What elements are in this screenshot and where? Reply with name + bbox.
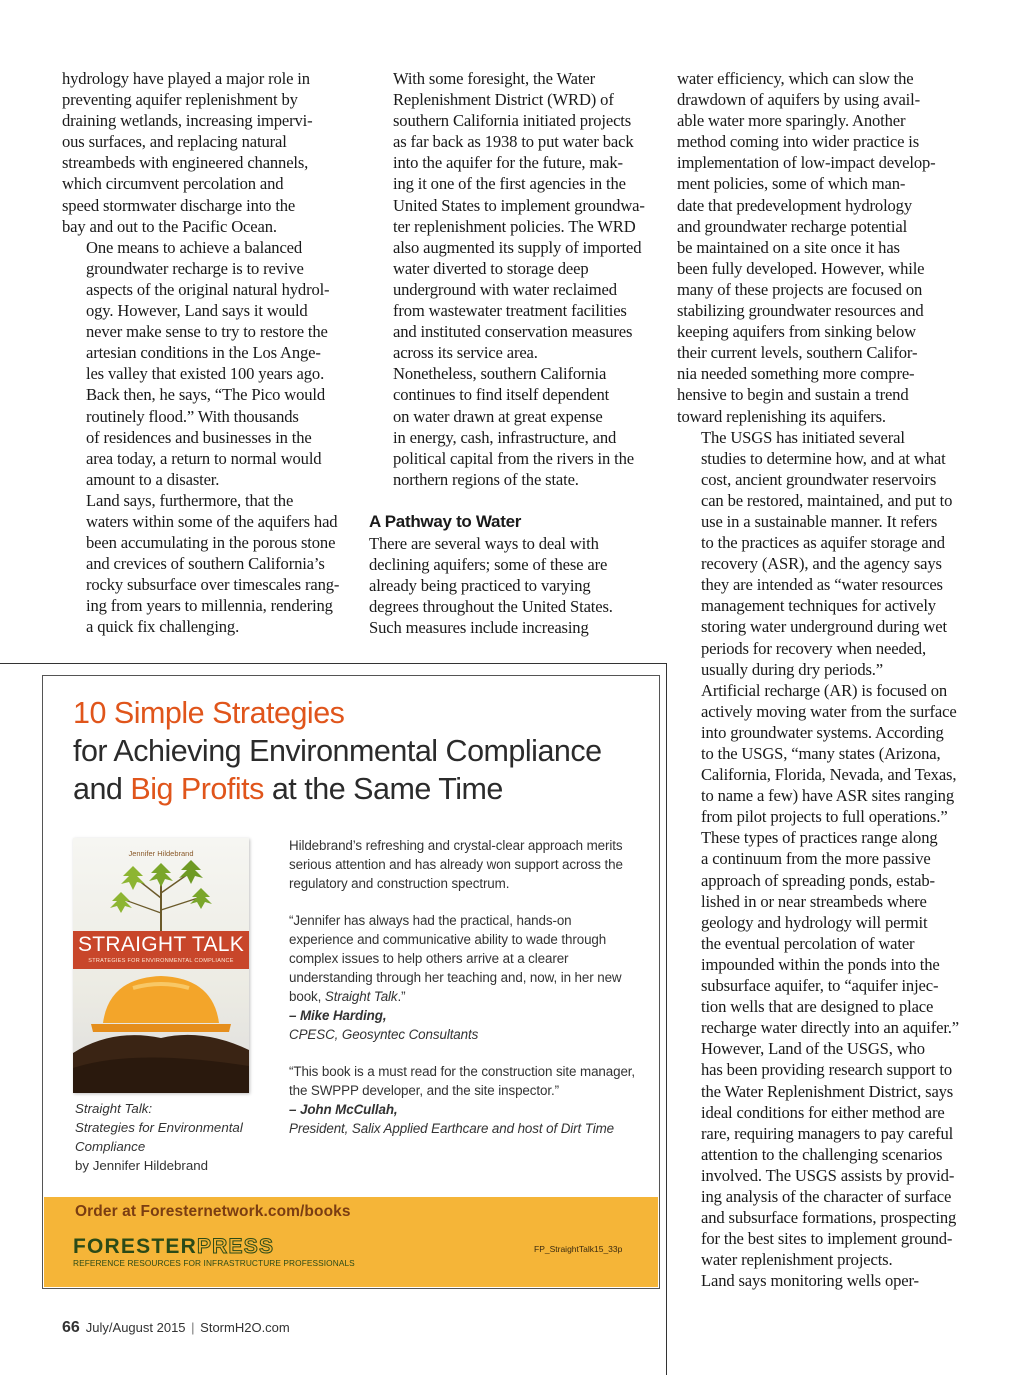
text-line: stabilizing groundwater resources and [677, 301, 924, 321]
text-line: the eventual percolation of water [701, 933, 915, 953]
testimonial-2-name: – John McCullah, [289, 1102, 398, 1117]
book-caption-title-line: Straight Talk: [75, 1101, 153, 1116]
text-line: There are several ways to deal with [369, 533, 599, 553]
text-line: area today, a return to normal would [86, 448, 322, 468]
text-line: can be restored, maintained, and put to [701, 490, 953, 510]
text-line: been fully developed. However, while [677, 258, 925, 278]
book-cover-image [73, 838, 249, 1093]
ad-headline-line-3: and Big Profits at the Same Time [73, 772, 503, 806]
text-line: rare, requiring managers to pay careful [701, 1123, 954, 1143]
text-line: declining aquifers; some of these are [369, 554, 608, 574]
book-cover-subtitle: STRATEGIES FOR ENVIRONMENTAL COMPLIANCE [88, 958, 234, 964]
text-line: amount to a disaster. [86, 469, 220, 489]
text-line: already being practiced to varying [369, 576, 591, 596]
text-line: as far back as 1938 to put water back [393, 132, 634, 152]
ad-divider-vertical [666, 663, 667, 1375]
footer-separator: | [191, 1320, 195, 1335]
text-line: ideal conditions for either method are [701, 1102, 945, 1122]
page-footer [62, 1319, 290, 1337]
issue-date: July/August 2015 [85, 1320, 186, 1335]
text-line: With some foresight, the Water [393, 69, 595, 88]
book-caption-title-line: Strategies for Environmental [75, 1120, 243, 1135]
text-line: subsurface aquifer, to “aquifer injec- [701, 976, 939, 996]
text-line: water replenishment projects. [701, 1250, 893, 1270]
book-caption-title-line: Compliance [75, 1139, 146, 1154]
text-line: date that predevelopment hydrology [677, 195, 912, 215]
text-line: The USGS has initiated several [701, 427, 905, 447]
text-line: continues to find itself dependent [393, 385, 610, 405]
text-line: Replenishment District (WRD) of [393, 90, 614, 110]
text-line: and subsurface formations, prospecting [701, 1208, 957, 1228]
text-line: underground with water reclaimed [393, 279, 617, 299]
text-line: never make sense to try to restore the [86, 322, 328, 342]
text-line: also augmented its supply of imported [393, 237, 642, 257]
text-line: ous surfaces, and replacing natural [62, 132, 287, 152]
article-paragraph [677, 1038, 967, 1270]
text-line: impounded within the ponds into the [701, 954, 940, 974]
text-line: into the aquifer for the future, mak- [393, 153, 623, 173]
text-line: However, Land of the USGS, who [701, 1039, 925, 1059]
book-caption-author: by Jennifer Hildebrand [75, 1158, 209, 1173]
text-line: recovery (ASR), and the agency says [701, 554, 942, 574]
text-line: hensive to begin and sustain a trend [677, 385, 909, 405]
testimonial-2-affiliation: President, Salix Applied Earthcare and host of Dirt Time [289, 1121, 614, 1136]
text-line: they are intended as “water resources [701, 575, 943, 595]
text-line: United States to implement groundwa- [393, 195, 645, 215]
article-paragraph [369, 533, 654, 638]
site-link[interactable]: StormH2O.com [200, 1320, 290, 1335]
forester-press-logo: FORESTERPRESS [73, 1235, 275, 1258]
article-column-3 [677, 68, 967, 1291]
text-line: their current levels, southern Califor- [677, 343, 918, 363]
text-line: northern regions of the state. [393, 469, 579, 489]
text-line: a continuum from the more passive [701, 849, 931, 869]
ad-code: FP_StraightTalk15_33p [534, 1244, 623, 1254]
section-heading: A Pathway to Water [369, 511, 522, 531]
text-line: and crevices of southern California’s [86, 554, 325, 574]
article-paragraph [677, 427, 967, 680]
text-line: One means to achieve a balanced [86, 237, 303, 257]
ad-divider-horizontal [0, 663, 667, 664]
text-line: streambeds with engineered channels, [62, 153, 309, 173]
book-advertisement[interactable] [42, 675, 660, 1289]
text-line: which circumvent percolation and [62, 174, 284, 194]
text-line: water efficiency, which can slow the [677, 69, 914, 88]
text-line: ment policies, some of which man- [677, 174, 906, 194]
text-line: aspects of the original natural hydrol- [86, 279, 330, 299]
testimonial-1-name: – Mike Harding, [289, 1008, 387, 1023]
text-line: preventing aquifer replenishment by [62, 90, 298, 110]
article-paragraph [677, 680, 967, 1039]
text-line: actively moving water from the surface [701, 701, 957, 721]
text-line: been accumulating in the porous stone [86, 533, 336, 553]
text-line: has been providing research support to [701, 1060, 952, 1080]
text-line: Artificial recharge (AR) is focused on [701, 680, 948, 700]
text-line: keeping aquifers from sinking below [677, 322, 916, 342]
text-line: California, Florida, Nevada, and Texas, [701, 765, 957, 785]
text-line: for the best sites to implement ground- [701, 1229, 953, 1249]
text-line: to name a few) have ASR sites ranging [701, 786, 954, 806]
text-line: to the USGS, “many states (Arizona, [701, 744, 941, 763]
text-line: draining wetlands, increasing impervi- [62, 111, 313, 131]
ad-blurb-intro: Hildebrand’s refreshing and crystal-clear approach merits serious attention and has already won support across the regulatory and construction spectrum. [289, 838, 623, 891]
text-line: into groundwater systems. According [701, 722, 944, 742]
article-paragraph [62, 68, 352, 237]
forester-press-tagline: REFERENCE RESOURCES FOR INFRASTRUCTURE PROFESSIONALS [73, 1258, 355, 1268]
text-line: use in a sustainable manner. It refers [701, 511, 938, 531]
article-column-2 [369, 68, 654, 638]
text-line: southern California initiated projects [393, 111, 632, 131]
text-line: usually during dry periods.” [701, 659, 883, 679]
text-line: involved. The USGS assists by provid- [701, 1165, 955, 1185]
article-paragraph [369, 363, 654, 490]
text-line: nia needed something more compre- [677, 364, 915, 384]
book-cover-title: STRAIGHT TALK [77, 933, 245, 956]
text-line: artesian conditions in the Los Ange- [86, 343, 321, 363]
text-line: and instituted conservation measures [393, 322, 633, 342]
text-line: attention to the challenging scenarios [701, 1144, 943, 1164]
text-line: drawdown of aquifers by using avail- [677, 90, 920, 110]
text-line: across its service area. [393, 343, 538, 363]
text-line: waters within some of the aquifers had [86, 511, 338, 531]
text-line: from wastewater treatment facilities [393, 301, 627, 321]
text-line: in energy, cash, infrastructure, and [393, 427, 617, 447]
text-line: able water more sparingly. Another [677, 111, 906, 131]
text-line: be maintained on a site once it has [677, 237, 900, 257]
text-line: of residences and businesses in the [86, 427, 312, 447]
text-line: hydrology have played a major role in [62, 69, 310, 88]
text-line: to the practices as aquifer storage and [701, 533, 945, 553]
text-line: Nonetheless, southern California [393, 364, 607, 384]
text-line: les valley that existed 100 years ago. [86, 364, 325, 384]
text-line: approach of spreading ponds, estab- [701, 870, 935, 890]
testimonial-1: “Jennifer has always had the practical, hands-on experience and communicative ability to wade through complex issues to help others arrive at a clearer understanding through her teaching and, now, in her new book, Straight Talk.” – Mike Harding, CPESC, Geosyntec Consultants [289, 911, 639, 1044]
text-line: from pilot projects to full operations.” [701, 807, 948, 827]
testimonial-2: “This book is a must read for the construction site manager, the SWPPP developer, and the site inspector.” – John McCullah, President, Salix Applied Earthcare and host of Dirt Time [289, 1062, 639, 1138]
ad-headline-line-2: for Achieving Environmental Compliance [73, 734, 602, 768]
text-line: ter replenishment policies. The WRD [393, 216, 636, 236]
text-line: ogy. However, Land says it would [86, 301, 308, 321]
article-paragraph [62, 490, 352, 638]
article-paragraph [677, 1270, 967, 1291]
text-line: geology and hydrology will permit [701, 912, 928, 932]
text-line: storing water underground during wet [701, 617, 947, 637]
text-line: rocky subsurface over timescales rang- [86, 575, 340, 595]
text-line: cost, ancient groundwater reservoirs [701, 469, 937, 489]
book-cover-author: Jennifer Hildebrand [128, 849, 194, 858]
article-paragraph [62, 237, 352, 490]
text-line: and groundwater recharge potential [677, 216, 908, 236]
text-line: ing analysis of the character of surface [701, 1186, 952, 1206]
text-line: recharge water directly into an aquifer.” [701, 1018, 959, 1038]
text-line: water diverted to storage deep [393, 258, 589, 278]
article-column-1 [62, 68, 352, 638]
text-line: a quick fix challenging. [86, 617, 240, 637]
text-line: many of these projects are focused on [677, 279, 923, 299]
text-line: Such measures include increasing [369, 618, 589, 638]
text-line: bay and out to the Pacific Ocean. [62, 216, 277, 236]
text-line: management techniques for actively [701, 596, 936, 616]
text-line: political capital from the rivers in the [393, 448, 634, 468]
text-line: tion wells that are designed to place [701, 997, 934, 1017]
text-line: implementation of low-impact develop- [677, 153, 936, 173]
text-line: lished in or near streambeds where [701, 891, 927, 911]
text-line: Land says, furthermore, that the [86, 490, 294, 510]
testimonial-1-affiliation: CPESC, Geosyntec Consultants [289, 1027, 479, 1042]
text-line: the Water Replenishment District, says [701, 1081, 954, 1101]
text-line: ing it one of the first agencies in the [393, 174, 626, 194]
text-line: degrees throughout the United States. [369, 597, 613, 617]
book-caption [75, 1099, 243, 1175]
order-link[interactable]: Order at Foresternetwork.com/books [75, 1203, 351, 1220]
text-line: ing from years to millennia, rendering [86, 596, 333, 616]
text-line: Back then, he says, “The Pico would [86, 385, 325, 405]
ad-blurb [289, 836, 639, 1138]
text-line: method coming into wider practice is [677, 132, 920, 152]
text-line: speed stormwater discharge into the [62, 195, 296, 215]
text-line: toward replenishing its aquifers. [677, 406, 886, 426]
page-number: 66 [62, 1319, 80, 1336]
text-line: groundwater recharge is to revive [86, 258, 304, 278]
article-paragraph [677, 68, 967, 427]
article-paragraph [369, 68, 654, 363]
text-line: These types of practices range along [701, 828, 938, 848]
ad-headline [73, 694, 602, 808]
text-line: routinely flood.” With thousands [86, 406, 299, 426]
text-line: on water drawn at great expense [393, 406, 603, 426]
ad-headline-line-1: 10 Simple Strategies [73, 696, 345, 730]
text-line: Land says monitoring wells oper- [701, 1271, 919, 1291]
text-line: periods for recovery when needed, [701, 638, 926, 658]
text-line: studies to determine how, and at what [701, 448, 946, 468]
